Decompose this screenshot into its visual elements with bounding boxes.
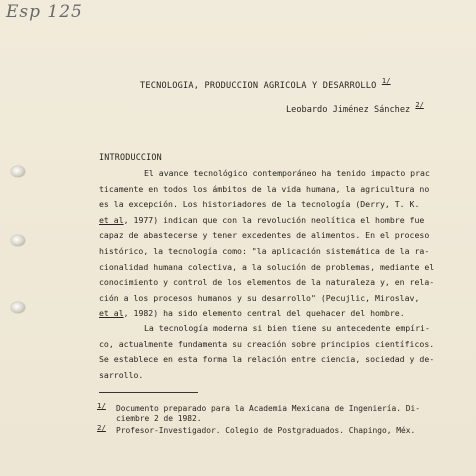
paragraph-line: El avance tecnológico contemporáneo ha tenido impacto prac: [144, 168, 430, 178]
et-al-citation: et al: [99, 308, 124, 319]
paragraph-line: capaz de abastecerse y tener excedentes de alimentos. En el proceso: [99, 230, 430, 241]
paragraph-line: ción a los procesos humanos y su desarrollo" (Pecujlic, Miroslav,: [99, 292, 420, 303]
title-footnote-ref: 1/: [381, 77, 391, 85]
footnote-divider: [99, 392, 198, 393]
punch-hole-icon: [11, 302, 25, 313]
footnote-mark: 2/: [97, 423, 106, 432]
footnote-mark: 1/: [97, 401, 106, 410]
paragraph-line: La tecnología moderna si bien tiene su antecedente empíri-: [144, 323, 430, 333]
paragraph-line: sarrollo.: [99, 369, 144, 380]
section-heading: INTRODUCCION: [99, 152, 162, 162]
paragraph-intro: [99, 166, 434, 322]
document-title: [140, 77, 391, 91]
paragraph-line: histórico, la tecnología como: "la aplicación sistemática de la ra-: [99, 245, 430, 256]
paragraph-line: et al, 1982) ha sido elemento central del quehacer del hombre.: [99, 308, 405, 319]
author-footnote-ref: 2/: [415, 101, 424, 109]
punch-hole-icon: [11, 166, 25, 177]
author-line: [286, 101, 424, 115]
paragraph-line: conocimiento y control de los elementos de la naturaleza y, en rela-: [99, 277, 435, 288]
title-text: TECNOLOGIA, PRODUCCION AGRICOLA Y DESARROLLO: [140, 81, 377, 91]
paragraph-line: et al, 1977) indican que con la revolución neolítica el hombre fue: [99, 214, 425, 225]
footnote-text: Documento preparado para la Academia Mexicana de Ingeniería. Di- ciembre 2 de 1982.: [116, 404, 421, 423]
paragraph-line: es la excepción. Los historiadores de la tecnología (Derry, T. K.: [99, 199, 420, 210]
paragraph-line: cionalidad humana colectiva, a la solución de problemas, mediante el: [99, 261, 435, 272]
paragraph-line: ticamente en todos los ámbitos de la vida humana, la agricultura no: [99, 183, 430, 194]
et-al-citation: et al: [99, 214, 124, 225]
punch-hole-icon: [11, 235, 25, 246]
footnote-text: Profesor-Investigador. Colegio de Postgraduados. Chapingo, Méx.: [116, 426, 416, 435]
paragraph-line: Se establece en esta forma la relación entre ciencia, sociedad y de-: [99, 354, 435, 365]
paragraph-line: co, actualmente fundamenta su creación sobre principios científicos.: [99, 338, 435, 349]
paragraph-modern-technology: [99, 321, 434, 383]
handwritten-note: Esp 125: [6, 2, 83, 22]
author-name: Leobardo Jiménez Sánchez: [286, 105, 411, 115]
